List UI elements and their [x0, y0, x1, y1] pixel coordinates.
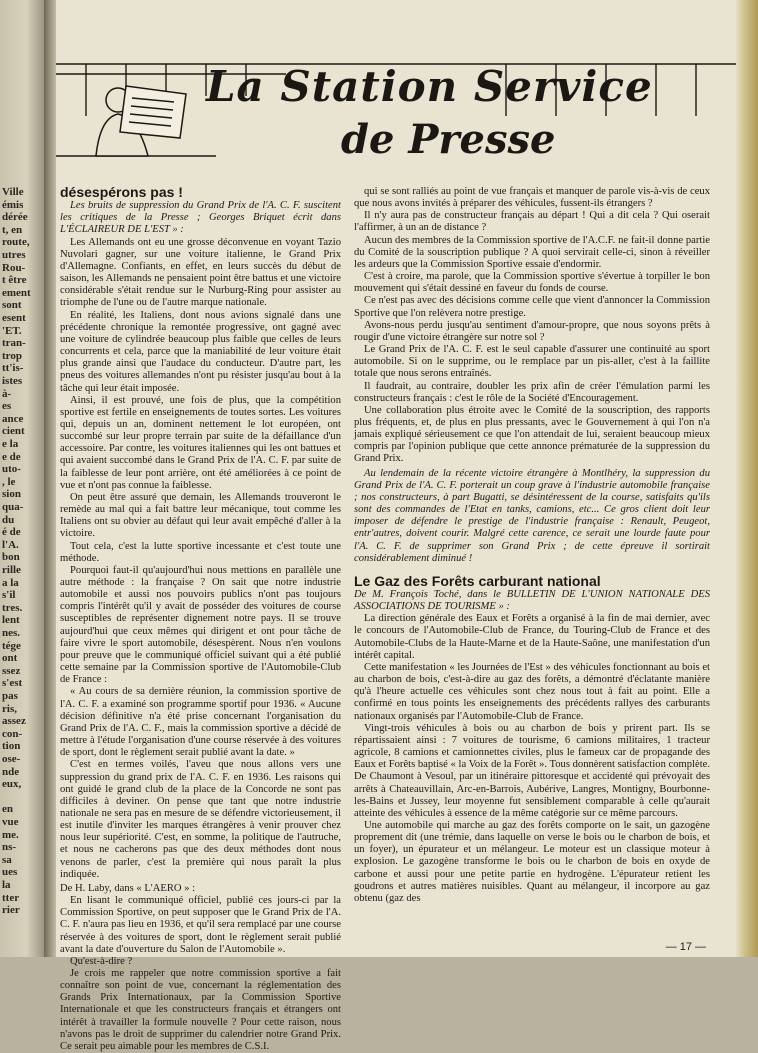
paragraph: On peut être assuré que demain, les Allemands trouveront le remède au mal qui a fait battre leur mécanique, tout comme les Italiens ont su obvier au défaut qui leur avait empêché d'aller à la victoire. — [60, 491, 341, 540]
facing-page-fragment: tége — [2, 639, 21, 652]
paragraph: Une automobile qui marche au gaz des forêts comporte on le sait, un gazogène proprement dit (une trémie, dans laquelle on verse le bois ou le charbon de bois, et un foyer), un épurateur et un mélangeur. Le moteur est un classique moteur à explosion. Le gazogène transforme le bois ou le charbon de bois en oxyde de carbone et aussi pour une petite partie en hydrogène. L'épurateur retient les goudrons et autres matières nuisibles. Quant au mélangeur, il incorpore au gaz obtenu (gaz des — [354, 819, 710, 904]
facing-page-fragment: cient — [2, 425, 25, 438]
facing-page-fragment: ose- — [2, 753, 21, 765]
paragraph: qui se sont ralliés au point de vue français et manquer de parole vis-à-vis de ceux que nous avons invités à préparer des véhicules, fussent-ils étrangers ? — [354, 186, 710, 210]
facing-page-fragment: tres. — [2, 601, 23, 614]
paragraph: Ainsi, il est prouvé, une fois de plus, que la compétition sportive est fertile en enseignements de toutes sortes. Les voitures qui, depuis un an, dominent nettement le lot européen, ont succombé sur leur propre terrain par suite de la défaillance d'un accessoire. Par contre, les voitures italiennes qui les ont battues et qui avaient succombé dans le Grand Prix de l'A. C. F. par suite de la faiblesse de leur pont arrière, ont été améliorées à ce point de vue et n'ont pas connue la faiblesse. — [60, 394, 341, 491]
facing-page-fragment: vue — [2, 816, 19, 828]
facing-page-fragment: ement — [2, 286, 31, 299]
paragraph: Pourquoi faut-il qu'aujourd'hui nous mettions en parallèle une autre méthode : la française ? On sait que notre industrie automobile et aussi nos pouvoirs publics n'ont pas toujours compris l'intérêt qu'il y avait de posséder des voitures de course susceptibles de représenter dignement notre pays. Il se trouve aujourd'hui que ceux mêmes qui dirigent et ont pour tâche de faire vivre le sport automobile, désespèrent. Nous n'en voulons pour preuve que le communiqué officiel suivant qui a été publié cette semaine par la Commission sportive de l'Automobile-Club de France : — [60, 564, 341, 686]
masthead-subtitle: de Presse — [341, 116, 556, 163]
paragraph: La direction générale des Eaux et Forêts a organisé à la fin de mai dernier, avec le concours de l'Automobile-Club de France, du Touring-Club de France et des Automobile-Clubs de la Haute-Marne et de la Haute-Saône, une manifestation d'un intérêt capital. — [354, 613, 710, 661]
facing-page-fragment: trop — [2, 349, 22, 362]
facing-page-fragment: , le — [2, 475, 16, 488]
left-column — [60, 186, 341, 1053]
facing-page-fragment: con- — [2, 727, 23, 740]
facing-page-fragment: rille — [2, 564, 21, 576]
section-paragraphs — [354, 613, 710, 905]
facing-page-fragment: sont — [2, 299, 22, 312]
facing-page-fragment: t être — [2, 274, 27, 287]
facing-page-fragment: ont — [2, 652, 18, 665]
facing-page-fragment: la — [2, 879, 11, 891]
facing-page-fragment: esent — [2, 312, 26, 324]
paragraph: C'est à croire, ma parole, que la Commission sportive s'évertue à torpiller le bon mouvement qui s'était dessiné en faveur du fonds de course. — [354, 271, 710, 295]
magazine-page — [56, 0, 736, 1052]
facing-page-fragment: nde — [2, 765, 20, 778]
facing-page-fragment: é de — [2, 526, 21, 539]
facing-page-fragment: ssez — [2, 664, 21, 677]
facing-page-fragment: lent — [2, 614, 20, 627]
section-intro: De M. François Toché, dans le BULLETIN DE L'UNION NATIONALE DES ASSOCIATIONS DE TOURISME » : — [354, 589, 710, 613]
facing-page-fragment: ues — [2, 866, 18, 879]
right-paragraphs — [354, 186, 710, 466]
facing-page-fragment: tion — [2, 740, 21, 753]
facing-page-fragment: ris, — [2, 702, 17, 715]
facing-page-fragment: sa — [2, 853, 12, 866]
facing-page-fragment: l'A. — [2, 538, 19, 551]
facing-page-fragment: pas — [2, 690, 18, 702]
facing-page-fragment: route, — [2, 236, 30, 249]
facing-page-fragment: s'est — [2, 677, 23, 690]
left-paragraphs-2 — [60, 895, 341, 1053]
page-number: — 17 — — [665, 941, 706, 953]
masthead — [56, 56, 736, 174]
paragraph: Vingt-trois véhicules à bois ou au charbon de bois y prirent part. Ils se répartissaient ainsi : 7 voitures de tourisme, 6 camions militaires, 1 tracteur agricole, 8 camions et camionnettes civiles, plus le fameux car de propagande des Eaux et Forêts baptisé « la Voix de la Forêt ». Tous donnèrent satisfaction complète. De Chaumont à Vesoul, par un itinéraire pittoresque et accidenté qui prévoyait des arrêts à Chateauvillain, Arc-en-Barrois, Aubérive, Langres, Montigny, Bourbonne-les-Bains et Jussey, leur moyenne fut sensiblement comparable à celle qu'aurait atteinte des véhicules à essence de la même catégorie sur ce même parcours. — [354, 722, 710, 819]
facing-page-fragment: à- — [2, 387, 12, 400]
facing-page-fragment: dérée — [2, 211, 28, 224]
paragraph: Aucun des membres de la Commission sportive de l'A.C.F. ne fait-il donne partie du Comité de la souscription publique ? A quoi servirait celle-ci, sinon à réveiller les ardeurs que la Commission Sportive essaie d'endormir. — [354, 234, 710, 270]
facing-page-edge — [0, 0, 48, 957]
facing-page-fragment: rier — [2, 904, 20, 917]
facing-page-fragment: e la — [2, 438, 19, 450]
facing-page-fragment: e de — [2, 450, 21, 463]
right-column — [354, 186, 710, 905]
paragraph: Je crois me rappeler que notre commission sportive a fait connaître son point de vue, concernant la réglementation des Grands Prix Internationaux, par la Commission Sportive Internationale et que les constructeurs français et étrangers ont intérêt à travailler la formule nouvelle ? Pour cette raison, nous n'avons pas le droit de supprimer du calendrier notre Grand Prix. Ce serait peu aimable pour les membres de C.S.I. — [60, 968, 341, 1052]
facing-page-fragment: a la — [2, 576, 19, 589]
paragraph: Tout cela, c'est la lutte sportive incessante et c'est toute une méthode. — [60, 540, 341, 564]
paragraph: Il faudrait, au contraire, doubler les prix afin de créer l'émulation parmi les constructeurs français : c'est le rôle de la Société d'Encouragement. — [354, 380, 710, 404]
facing-page-fragment: s'il — [2, 589, 16, 602]
left-heading: désespérons pas ! — [60, 184, 183, 200]
left-intro: Les bruits de suppression du Grand Prix de l'A. C. F. suscitent les critiques de la Presse ; Georges Briquet écrit dans L'ÉCLAIREUR DE L'EST » : — [60, 200, 341, 236]
paragraph: Il n'y aura pas de constructeur français au départ ! Qui a dit cela ? Qui oserait l'affirmer, à un an de distance ? — [354, 210, 710, 234]
facing-page-fragment: sion — [2, 488, 21, 501]
paragraph: En lisant le communiqué officiel, publié ces jours-ci par la Commission Sportive, on peut supposer que le Grand Prix de l'A. C. F. n'aura pas lieu en 1936, et qu'il sera remplacé par une course réservée à des voitures de sport, dont le règlement serait publié avant la date d'ouverture du Salon de l'Automobile ». — [60, 895, 341, 955]
facing-page-fragment: 'ET. — [2, 324, 22, 337]
paragraph: Cette manifestation « les Journées de l'Est » des véhicules fonctionnant au bois et au charbon de bois, c'est-à-dire au gaz des forêts, a démontré d'éclatante manière qu'à l'heure actuelle ces véhicules sont chez nous tout à fait au point. Elle a confirmé en tous points les enseignements des précédents rallyes des carburants nationaux organisés par l'Automobile-Club de France. — [354, 661, 710, 722]
masthead-title: La Station Service — [206, 62, 653, 111]
facing-page-fragment: du — [2, 513, 15, 526]
facing-page-fragment: émis — [2, 198, 24, 211]
facing-page-fragment: en — [2, 803, 13, 816]
facing-page-fragment: Rou- — [2, 261, 26, 274]
facing-page-fragment: tran- — [2, 337, 26, 350]
paragraph: En réalité, les Italiens, dont nous avions signalé dans une précédente chronique la remontée progressive, ont gagné avec une voiture de cylindrée beaucoup plus faible que celles de leurs concurrents et cela, parce que la maniabilité de leur voiture était plus grande ainsi que l'audace du conducteur. D'autre part, les pneus des voitures allemandes n'ont pu résister jusqu'au bout à la tâche qui leur était imposée. — [60, 309, 341, 394]
paragraph: Qu'est-à-dire ? — [70, 955, 133, 967]
facing-page-fragment: eux, — [2, 778, 22, 791]
facing-page-fragment: assez — [2, 715, 26, 728]
paragraph: « Au cours de sa dernière réunion, la commission sportive de l'A. C. F. a examiné son programme sportif pour 1936. « Aucune décision définitive n'a été prise concernant l'organisation du Grand Prix de l'A. C. F., mais la commission sportive a décidé de mettre à l'étude l'organisation d'une course réservée à des voitures de sport, dont le règlement serait publié avant la date. » — [60, 686, 341, 759]
paragraph: Le Grand Prix de l'A. C. F. est le seul capable d'assurer une continuité au sport automobile. Si on le supprime, ou le remplace par un pis-aller, c'est à la faillite totale que nous serons entraînés. — [354, 344, 710, 380]
facing-page-fragment: bon — [2, 551, 20, 564]
paragraph: Une collaboration plus étroite avec le Comité de la souscription, des rapports plus fréquents, et, de plus en plus pressants, avec le Gouvernement à qui l'on n'a jamais expliqué sérieusement ce que l'on attendait de lui, seraient beaucoup mieux compris par l'opinion publique que cette annonce prématurée de la suppression du Grand Prix. — [354, 404, 710, 465]
facing-page-fragment: t, en — [2, 223, 23, 236]
paragraph: Les Allemands ont eu une grosse déconvenue en voyant Tazio Nuvolari gagner, sur une voiture italienne, le Grand Prix d'Allemagne. Confiants, en effet, en leurs succès du début de saison, les Allemands ne pensaient point être battus et une victoire considérable s'était rendue sur le Nurburg-Ring pour assister au triomphe de l'une ou de l'autre marque nationale. — [60, 236, 341, 309]
quote2-intro: De H. Laby, dans « L'AERO » : — [60, 882, 196, 894]
paragraph: C'est en termes voilés, l'aveu que nous allons vers une suppression du grand prix de l'A. C. F. en 1936. Les raisons qui ont guidé le grand club de la place de la Concorde ne sont pas difficiles à deviner. On pense que tant que notre industrie nationale ne sera pas en mesure de se défendre victorieusement, il est inutile d'inviter les marques étrangères à venir prouver chez nous leur supériorité. C'est, en somme, la politique de l'autruche, et nous ne cacherons pas que des deux méthodes dont nous venons de parler, c'est la première qui nous paraît la plus indiquée. — [60, 759, 341, 880]
facing-page-fragment: ns- — [2, 841, 17, 854]
facing-page-fragment: istes — [2, 375, 23, 387]
facing-page-fragment: utres — [2, 249, 26, 261]
facing-page-fragment: uto- — [2, 463, 21, 476]
facing-page-fragment: es — [2, 400, 12, 413]
left-paragraphs — [60, 237, 341, 881]
facing-page-fragment: me. — [2, 828, 19, 841]
italic-paragraph: Au lendemain de la récente victoire étrangère à Montlhéry, la suppression du Grand Prix de l'A. C. F. porterait un coup grave à l'industrie automobile française ; nos constructeurs, à part Bugatti, se désintéressent de la course, satisfaits qu'ils sont des commandes de l'Etat en tanks, camions, etc... Ce gros client doit leur imposer de défendre le prestige de l'industrie française : Renault, Peugeot, entr'autres, doivent courir. Malgré cette carence, ce serait une lourde faute pour l'A. C. F. de supprimer son Grand Prix ; de cette épreuve il sortirait considérablement diminué ! — [354, 467, 710, 564]
facing-page-fragment: nes. — [2, 627, 21, 639]
facing-page-fragment: ance — [2, 412, 24, 425]
section-title: Le Gaz des Forêts carburant national — [354, 572, 601, 589]
paragraph: Ce n'est pas avec des décisions comme celle que vient d'annoncer la Commission Sportive que l'on relèvera notre prestige. — [354, 295, 710, 319]
page-edge-stack — [736, 0, 758, 957]
facing-page-fragment: Ville — [2, 186, 24, 198]
facing-page-fragment: tter — [2, 891, 20, 904]
facing-page-fragment: tt'is- — [2, 362, 24, 375]
newsreader-figure — [96, 86, 186, 156]
facing-page-fragment: qua- — [2, 501, 24, 513]
paragraph: Avons-nous perdu jusqu'au sentiment d'amour-propre, que nous soyons prêts à rougir d'une victoire étrangère sur notre sol ? — [354, 319, 710, 343]
